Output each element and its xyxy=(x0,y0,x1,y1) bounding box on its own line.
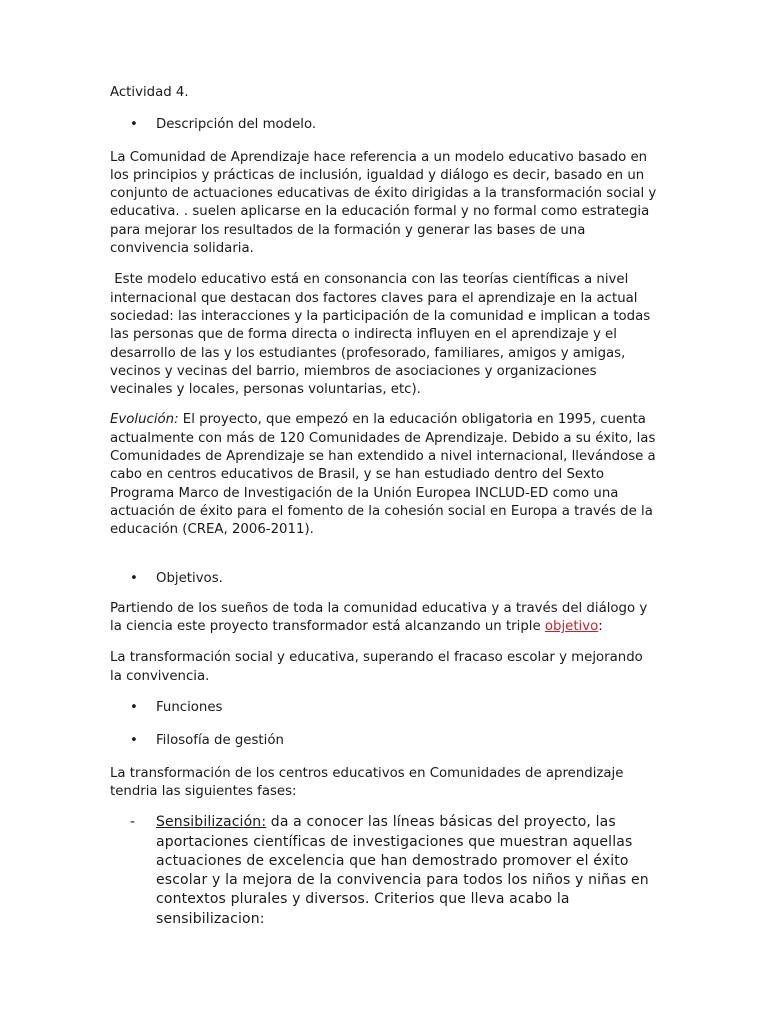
sensibilizacion-label: Sensibilización: xyxy=(156,814,267,831)
paragraph-comunidad: La Comunidad de Aprendizaje hace referencia a un modelo educativo basado en los principios y prácticas de inclusión, igualdad y diálogo es decir, basado en un conjunto de actuaciones educativas de éxito dirigidas a la transformación social y educativa. . suelen aplicarse en la educación formal y no formal como estrategia para mejorar los resultados de la formación y generar las bases de una convivencia solidaria. xyxy=(110,149,657,257)
objetivo-colon: : xyxy=(598,619,603,635)
bullet-dot: • xyxy=(130,570,138,586)
paragraph-evolucion xyxy=(110,411,658,539)
objetivo-text: Partiendo de los sueños de toda la comunidad educativa y a través del diálogo y la ciencia este proyecto transformador está alcanzando un triple xyxy=(110,600,648,635)
paragraph-objetivo xyxy=(110,600,658,637)
bullet-item-objetivos xyxy=(110,570,658,588)
bullet-item-filosofia xyxy=(110,732,658,750)
dash-marker: - xyxy=(130,814,136,831)
bullet-label: Filosofía de gestión xyxy=(156,733,284,749)
bullet-label: Objetivos. xyxy=(156,570,223,586)
objetivo-link[interactable]: objetivo xyxy=(544,619,599,635)
paragraph-modelo: Este modelo educativo está en consonancia con las teorías científicas a nivel internacional que destacan dos factores claves para el aprendizaje en la actual sociedad: las interacciones y la participación de la comunidad e implican a todas las personas que de forma directa o indirecta influyen en el aprendizaje y el desarrollo de las y los estudiantes (profesorado, familiares, amigos y amigas, vecinos y vecinas del barrio, miembros de asociaciones y organizaciones vecinales y locales, personas voluntarias, etc). xyxy=(110,272,655,398)
sensibilizacion-text: da a conocer las líneas básicas del proyecto, las aportaciones científicas de investigaciones que muestran aquellas actuaciones de excelencia que han demostrado promover el éxito escolar y la mejora de la convivencia para todos los niños y niñas en contextos plurales y diversos. Criterios que lleva acabo la sensibilizacion: xyxy=(156,814,649,927)
evolucion-text: El proyecto, que empezó en la educación obligatoria en 1995, cuenta actualmente con más de 120 Comunidades de Aprendizaje. Debido a su éxito, las Comunidades de Aprendizaje se han extendido a nivel internacional, llevándose a cabo en centros educativos de Brasil, y se han estudiado dentro del Sexto Programa Marco de Investigación de la Unión Europea INCLUD-ED como una actuación de éxito para el fomento de la cohesión social en Europa a través de la educación (CREA, 2006-2011). xyxy=(110,412,656,538)
bullet-label: Funciones xyxy=(156,700,223,716)
paragraph-fases: La transformación de los centros educativos en Comunidades de aprendizaje tendria las siguientes fases: xyxy=(110,765,624,799)
bullet-label: Descripción del modelo. xyxy=(156,117,317,133)
bullet-dot: • xyxy=(130,700,138,716)
document-page xyxy=(110,84,658,929)
paragraph-transformacion: La transformación social y educativa, superando el fracaso escolar y mejorando la convivencia. xyxy=(110,650,652,684)
evolucion-label: Evolución: xyxy=(110,412,179,428)
dash-item-sensibilizacion xyxy=(110,813,658,929)
bullet-item-funciones xyxy=(110,699,658,717)
document-title: Actividad 4. xyxy=(110,85,189,100)
bullet-dot: • xyxy=(130,733,138,749)
bullet-item-descripcion xyxy=(110,116,658,134)
bullet-dot: • xyxy=(130,117,138,133)
